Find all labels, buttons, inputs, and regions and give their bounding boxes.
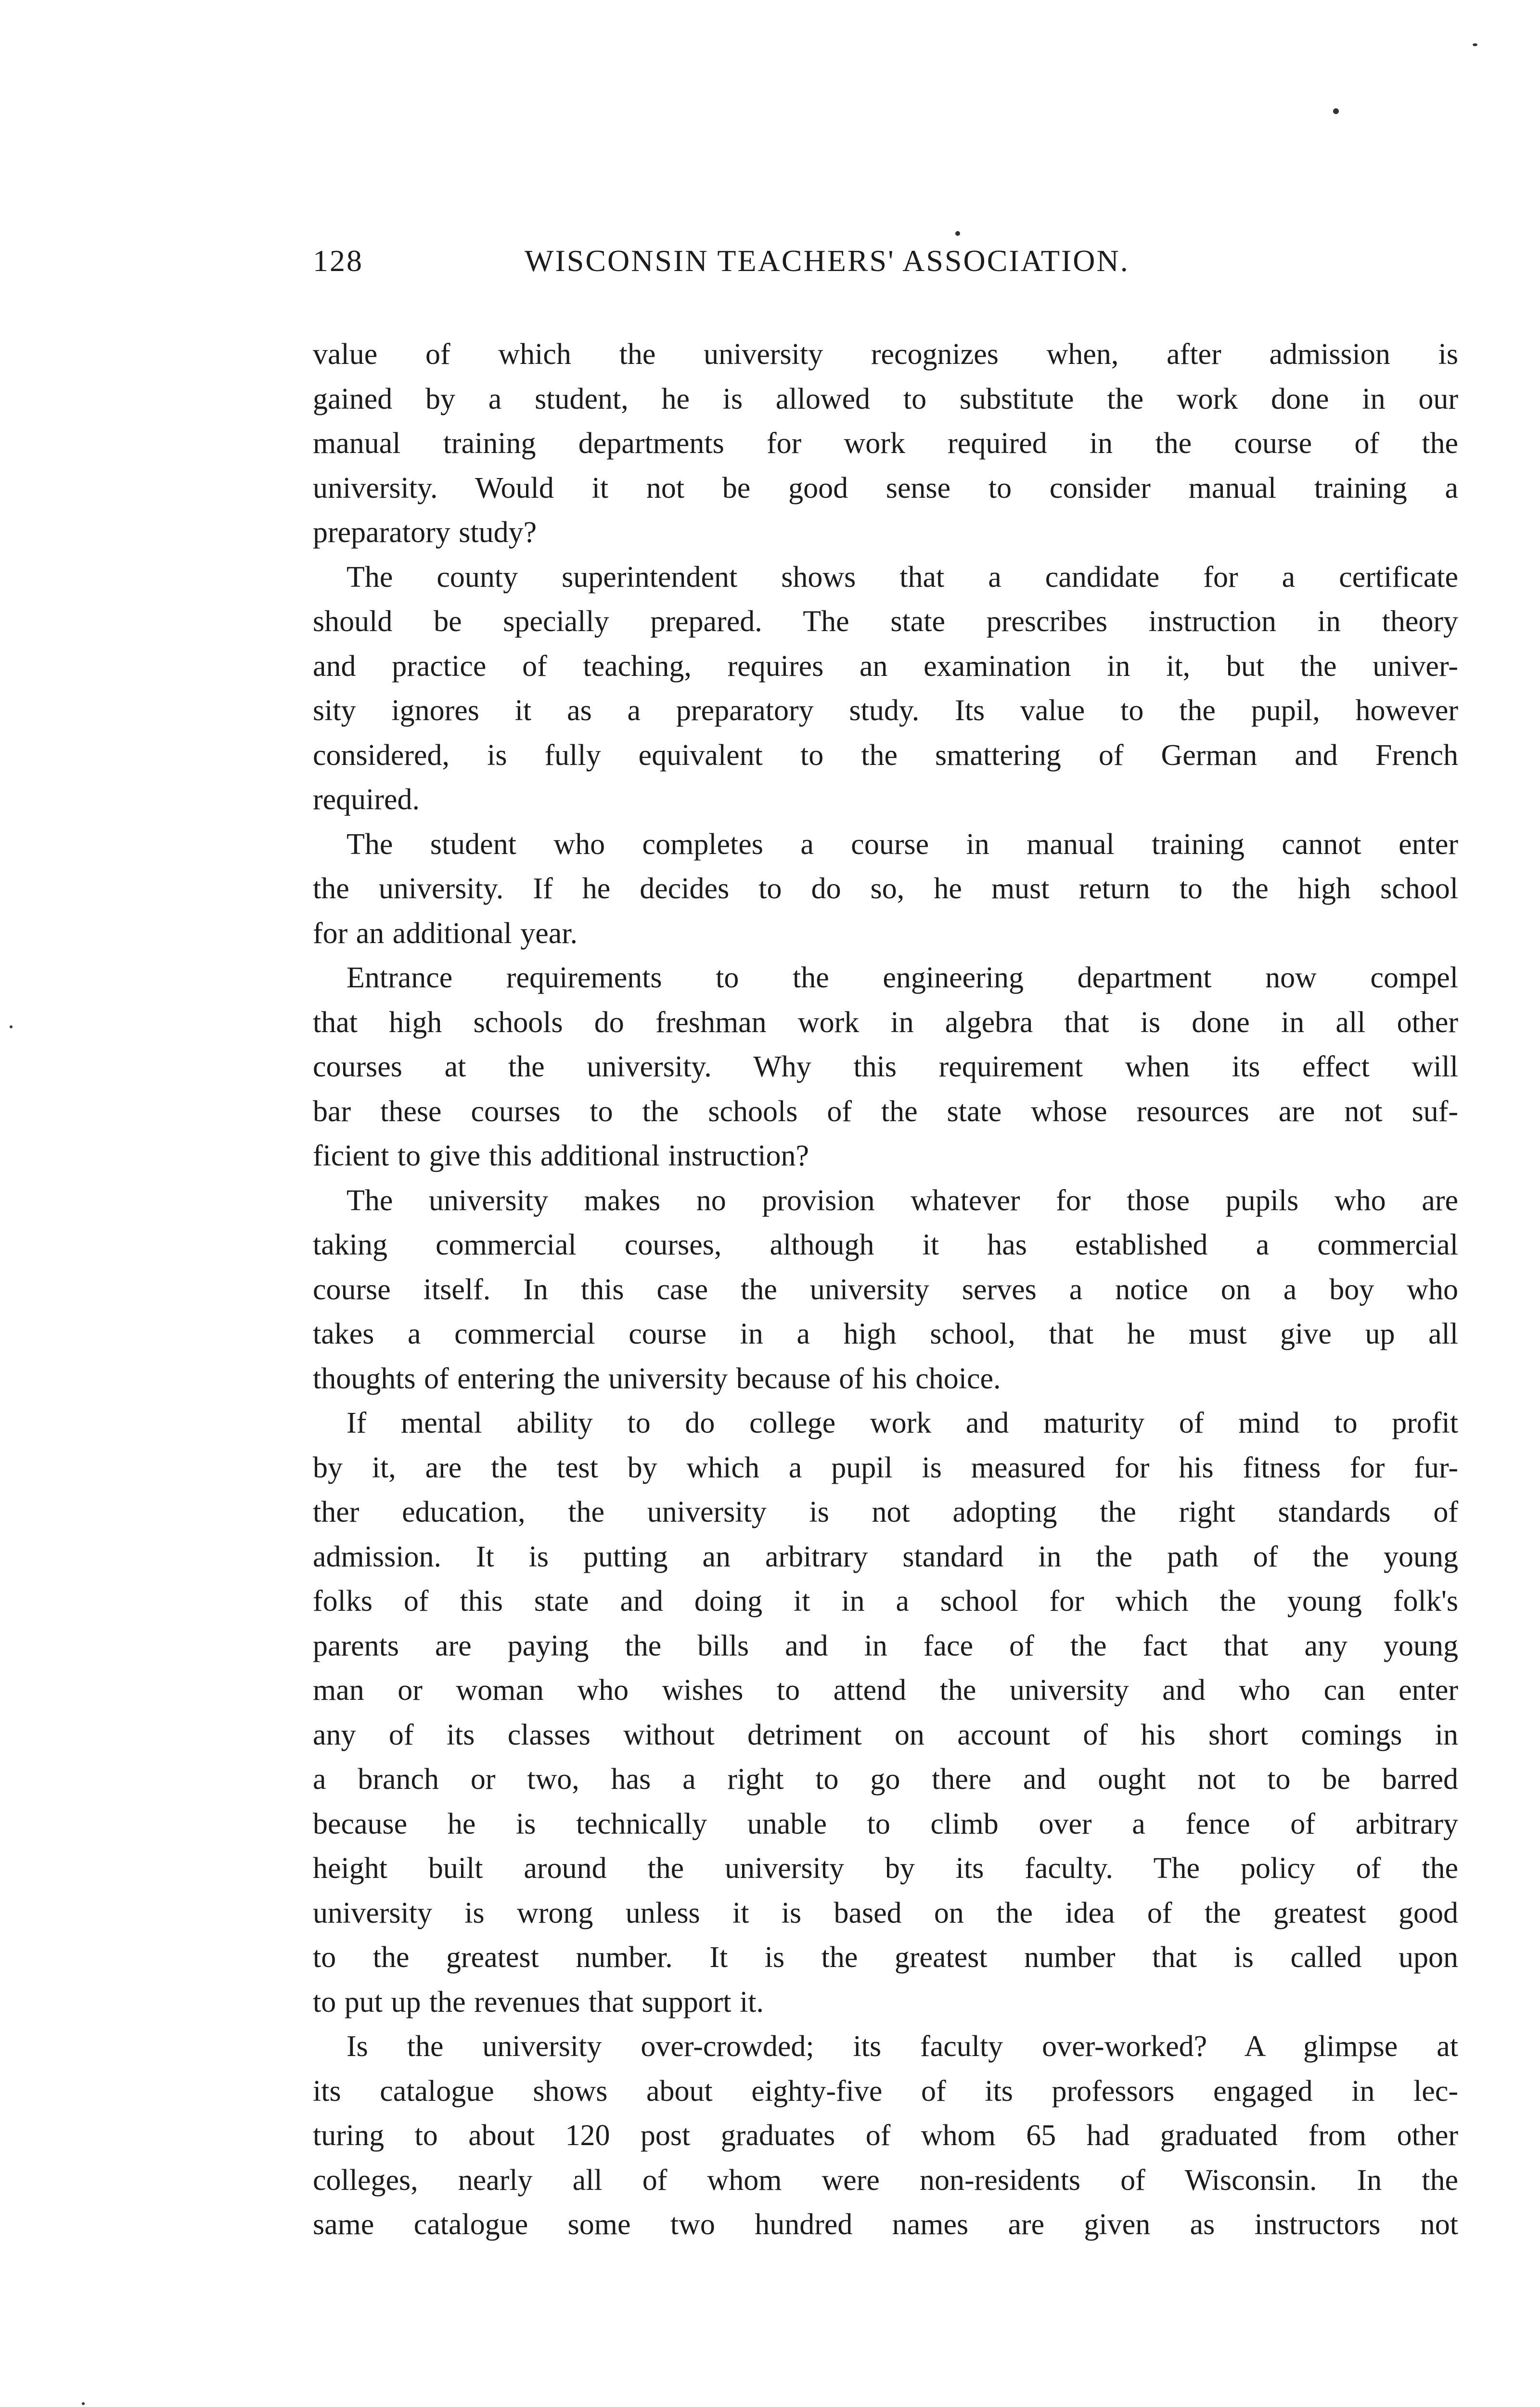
text-line: The university makes no provision whatever for those pupils who are: [346, 1184, 1458, 1217]
text-line: by it, are the test by which a pupil is measured for his fitness for fur-: [313, 1451, 1458, 1484]
text-line: that high schools do freshman work in algebra that is done in all other: [313, 1006, 1458, 1039]
text-line: manual training departments for work required in the course of the: [313, 427, 1458, 460]
text-line: to the greatest number. It is the greatest number that is called upon: [313, 1941, 1458, 1974]
text-line: The student who completes a course in manual training cannot enter: [346, 828, 1458, 861]
text-line: considered, is fully equivalent to the smattering of German and French: [313, 738, 1458, 772]
text-line: required.: [313, 783, 420, 816]
text-line: the university. If he decides to do so, he must return to the high school: [313, 872, 1458, 905]
text-line: bar these courses to the schools of the state whose resources are not suf-: [313, 1095, 1458, 1128]
text-line: Is the university over-crowded; its faculty over-worked? A glimpse at: [346, 2030, 1458, 2063]
text-line: turing to about 120 post graduates of whom 65 had graduated from other: [313, 2119, 1458, 2152]
text-line: parents are paying the bills and in face of the fact that any young: [313, 1629, 1458, 1662]
text-line: colleges, nearly all of whom were non-residents of Wisconsin. In the: [313, 2163, 1458, 2197]
text-line: folks of this state and doing it in a school for which the young folk's: [313, 1585, 1458, 1618]
running-title: WISCONSIN TEACHERS' ASSOCIATION.: [525, 244, 1129, 278]
text-line: admission. It is putting an arbitrary standard in the path of the young: [313, 1540, 1458, 1573]
text-line: taking commercial courses, although it has established a commercial: [313, 1229, 1458, 1261]
text-line: its catalogue shows about eighty-five of its professors engaged in lec-: [313, 2074, 1458, 2108]
scan-speck: [955, 231, 960, 236]
text-line: ficient to give this additional instruction?: [313, 1139, 809, 1172]
text-line: to put up the revenues that support it.: [313, 1985, 764, 2019]
text-line: sity ignores it as a preparatory study. Its value to the pupil, however: [313, 694, 1458, 727]
text-line: any of its classes without detriment on account of his short comings in: [313, 1718, 1458, 1751]
text-line: should be specially prepared. The state prescribes instruction in theory: [313, 605, 1458, 638]
text-line: gained by a student, he is allowed to substitute the work done in our: [313, 382, 1458, 415]
text-line: value of which the university recognizes when, after admission is: [313, 338, 1458, 371]
text-line: for an additional year.: [313, 917, 578, 950]
scan-speck: [1473, 43, 1477, 46]
text-line: If mental ability to do college work and maturity of mind to profit: [346, 1407, 1458, 1439]
scan-speck: [82, 2402, 85, 2405]
scan-speck: [1333, 108, 1339, 114]
text-line: preparatory study?: [313, 516, 537, 549]
text-line: because he is technically unable to climb over a fence of arbitrary: [313, 1807, 1458, 1840]
text-line: courses at the university. Why this requirement when its effect will: [313, 1050, 1458, 1083]
text-line: man or woman who wishes to attend the university and who can enter: [313, 1674, 1458, 1707]
text-line: a branch or two, has a right to go there and ought not to be barred: [313, 1763, 1458, 1796]
page-number: 128: [313, 244, 363, 278]
text-line: course itself. In this case the university serves a notice on a boy who: [313, 1273, 1458, 1306]
text-line: ther education, the university is not adopting the right standards of: [313, 1496, 1458, 1528]
text-line: university is wrong unless it is based on the idea of the greatest good: [313, 1896, 1458, 1929]
text-line: takes a commercial course in a high school, that he must give up all: [313, 1318, 1458, 1350]
text-line: same catalogue some two hundred names are given as instructors not: [313, 2208, 1458, 2241]
text-line: thoughts of entering the university because of his choice.: [313, 1362, 1001, 1395]
text-line: and practice of teaching, requires an examination in it, but the univer-: [313, 649, 1458, 683]
text-line: university. Would it not be good sense to consider manual training a: [313, 471, 1458, 505]
text-line: The county superintendent shows that a candidate for a certificate: [346, 560, 1458, 594]
body-text: [313, 332, 1458, 2247]
scan-speck: [10, 1025, 13, 1028]
text-line: Entrance requirements to the engineering department now compel: [346, 961, 1458, 994]
page-header: [313, 243, 1458, 291]
text-line: height built around the university by its faculty. The policy of the: [313, 1852, 1458, 1885]
